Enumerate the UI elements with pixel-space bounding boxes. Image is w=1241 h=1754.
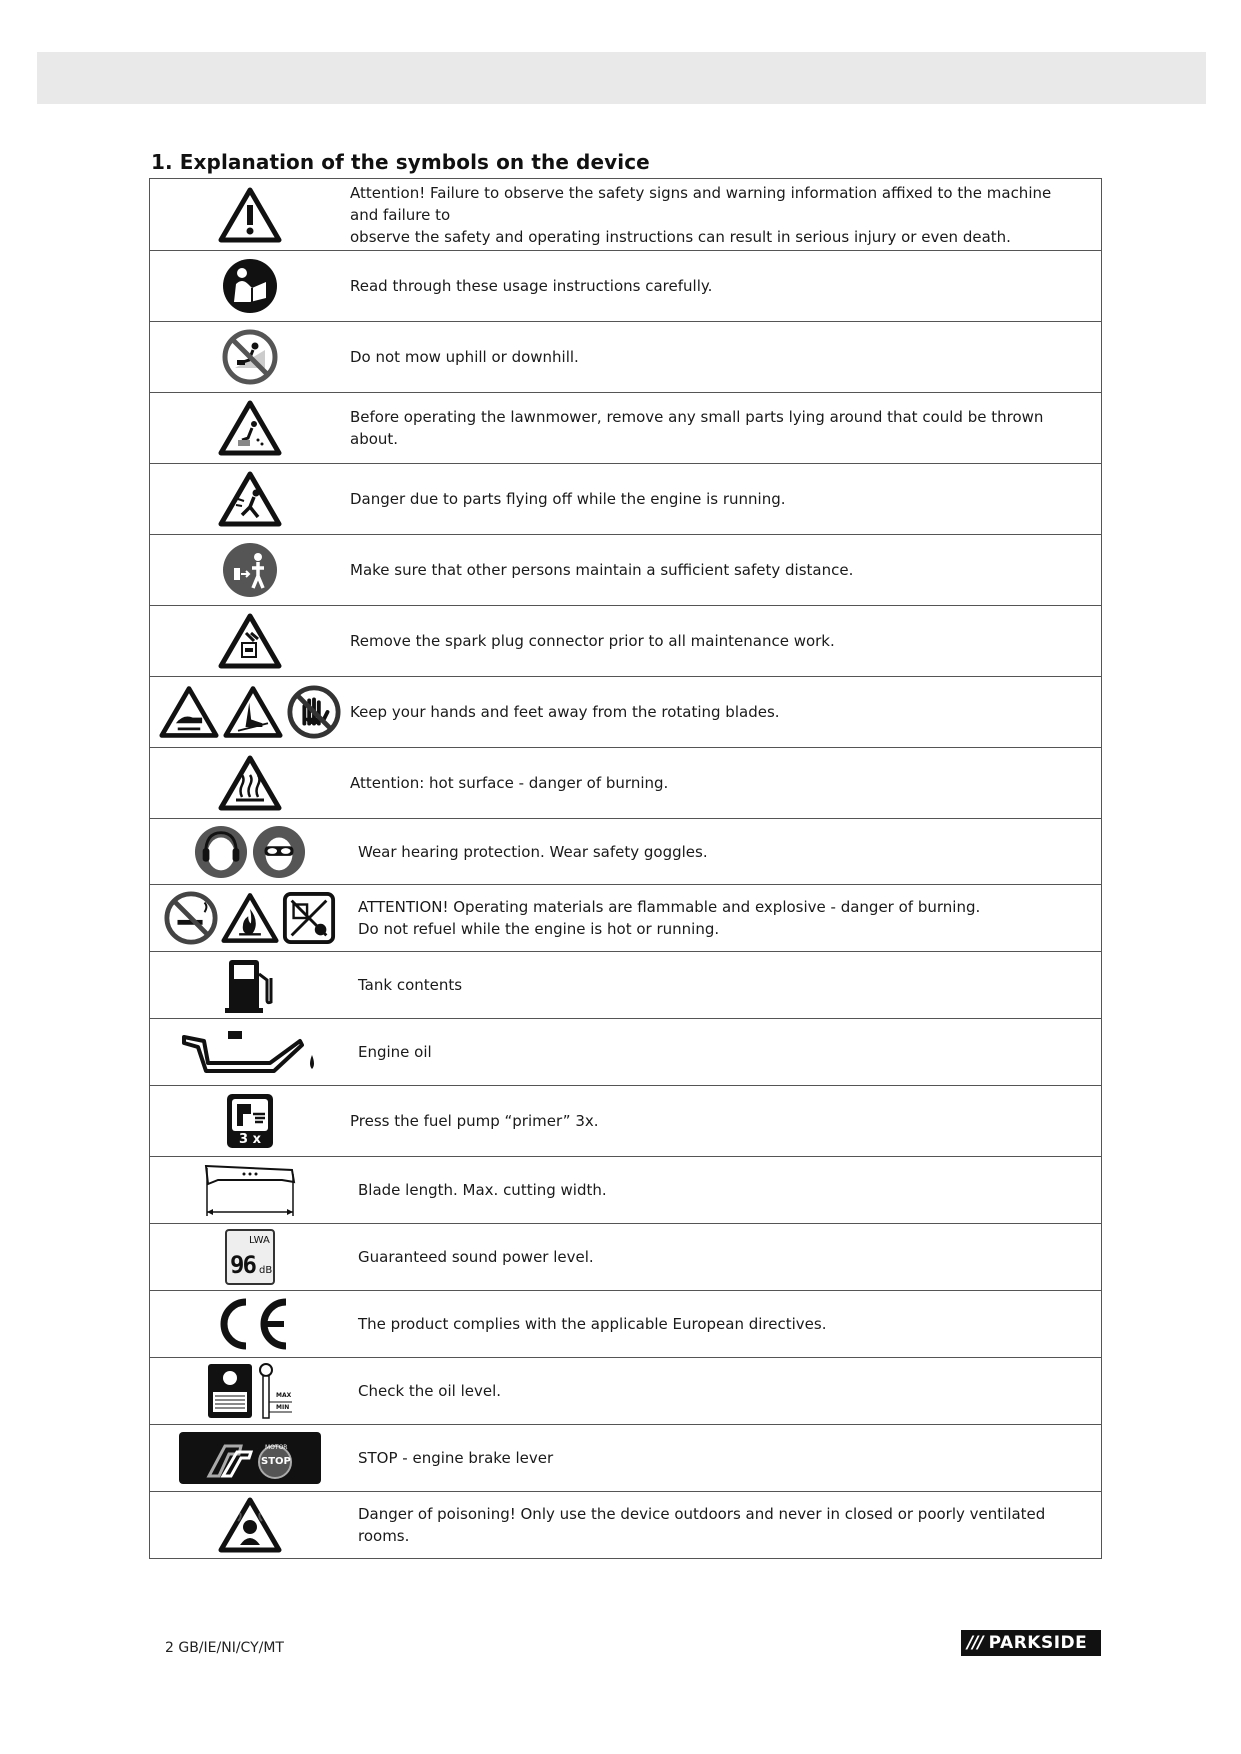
description-line: ATTENTION! Operating materials are flammable and explosive - danger of burning. [358, 898, 981, 916]
description-line: Danger of poisoning! Only use the device outdoors and never in closed or poorly ventilated rooms. [358, 1505, 1046, 1545]
row-description [350, 974, 482, 996]
icon-cell [150, 393, 350, 463]
description-line: Danger due to parts flying off while the engine is running. [350, 490, 786, 508]
icon-cell [150, 819, 350, 884]
oil-level-check-icon [206, 1362, 254, 1420]
description-line: Do not refuel while the engine is hot or running. [358, 920, 720, 938]
row-description [350, 772, 688, 794]
table-row [150, 179, 1101, 251]
icon-cell [150, 677, 350, 747]
icon-cell [150, 464, 350, 534]
row-description [350, 275, 732, 297]
row-description [350, 1380, 521, 1402]
spark-plug-warning-icon [218, 613, 282, 669]
icon-cell [150, 251, 350, 321]
row-description [350, 182, 1101, 248]
row-description [350, 1313, 846, 1335]
table-row [150, 1291, 1101, 1358]
logo-mark: /// [967, 1633, 983, 1653]
table-row [150, 885, 1101, 952]
description-line: Engine oil [358, 1043, 432, 1061]
icon-cell [150, 748, 350, 818]
table-row [150, 322, 1101, 393]
no-smoking-icon [164, 891, 218, 945]
table-row [150, 393, 1101, 464]
description-line: The product complies with the applicable European directives. [358, 1315, 827, 1333]
row-description [350, 1246, 614, 1268]
description-line: Tank contents [358, 976, 463, 994]
header-band [37, 52, 1206, 104]
icon-cell [150, 322, 350, 392]
icon-cell [150, 952, 350, 1018]
row-description [350, 1041, 452, 1063]
icon-cell [150, 1492, 350, 1558]
primer-button-icon [225, 1092, 275, 1150]
table-row [150, 1425, 1101, 1492]
primer-count-label: 3 x [239, 1132, 261, 1147]
description-line: Read through these usage instructions carefully. [350, 277, 713, 295]
icon-cell [150, 1086, 350, 1156]
table-row [150, 1224, 1101, 1291]
description-line: Press the fuel pump “primer” 3x. [350, 1112, 599, 1130]
no-hands-icon [287, 685, 341, 739]
description-line: Guaranteed sound power level. [358, 1248, 594, 1266]
row-description [350, 1503, 1101, 1547]
row-description [350, 1447, 573, 1469]
blade-length-icon [202, 1160, 298, 1220]
description-line: Check the oil level. [358, 1382, 502, 1400]
row-description [350, 1179, 627, 1201]
fuel-pump-icon [223, 956, 277, 1014]
description-line: STOP - engine brake lever [358, 1449, 554, 1467]
hearing-protection-icon [194, 825, 248, 879]
read-manual-icon [222, 258, 278, 314]
row-description [350, 630, 855, 652]
icon-cell [150, 1224, 350, 1290]
engine-brake-lever-icon [179, 1432, 321, 1484]
poisoning-warning-icon [218, 1497, 282, 1553]
table-row [150, 1358, 1101, 1425]
icon-cell [150, 1291, 350, 1357]
table-row [150, 464, 1101, 535]
oil-can-icon [182, 1027, 318, 1077]
safety-distance-icon [222, 542, 278, 598]
parkside-logo [961, 1630, 1101, 1656]
description-line: Do not mow uphill or downhill. [350, 348, 579, 366]
sound-value: 96 [230, 1251, 255, 1279]
row-description [350, 896, 1000, 940]
dipstick-icon [258, 1362, 294, 1420]
table-row [150, 748, 1101, 819]
description-line: Keep your hands and feet away from the rotating blades. [350, 703, 780, 721]
table-row [150, 1019, 1101, 1086]
no-slope-mowing-icon [221, 328, 279, 386]
row-description [350, 701, 800, 723]
row-description [350, 559, 873, 581]
table-row [150, 535, 1101, 606]
row-description [350, 841, 728, 863]
safety-goggles-icon [252, 825, 306, 879]
sound-power-icon [225, 1229, 275, 1285]
table-row [150, 1157, 1101, 1224]
table-row [150, 952, 1101, 1019]
table-row [150, 606, 1101, 677]
sound-unit: dB [259, 1265, 273, 1276]
row-description [350, 346, 599, 368]
table-row [150, 1492, 1101, 1559]
icon-cell [150, 179, 350, 250]
motor-label: MOTOR [265, 1444, 288, 1451]
icon-cell [150, 1019, 350, 1085]
no-refuel-icon [282, 891, 336, 945]
ce-mark-icon [208, 1296, 292, 1352]
table-row [150, 1086, 1101, 1157]
description-line: Remove the spark plug connector prior to all maintenance work. [350, 632, 835, 650]
logo-text: PARKSIDE [988, 1633, 1088, 1653]
hot-surface-warning-icon [218, 755, 282, 811]
description-line: Make sure that other persons maintain a sufficient safety distance. [350, 561, 854, 579]
section-title: 1. Explanation of the symbols on the device [151, 150, 650, 174]
description-line: Before operating the lawnmower, remove any small parts lying around that could be thrown about. [350, 408, 1044, 448]
oil-max-label: MAX [276, 1392, 292, 1399]
description-line: Blade length. Max. cutting width. [358, 1181, 607, 1199]
table-row [150, 677, 1101, 748]
table-row [150, 819, 1101, 885]
icon-cell [150, 1358, 350, 1424]
description-line: Wear hearing protection. Wear safety goggles. [358, 842, 708, 861]
row-description [350, 406, 1101, 450]
icon-cell [150, 606, 350, 676]
page-footer: 2 GB/IE/NI/CY/MT [165, 1640, 284, 1656]
description-line: observe the safety and operating instructions can result in serious injury or even death. [350, 227, 1011, 246]
symbol-table [149, 178, 1102, 1559]
stop-label: STOP [261, 1456, 291, 1467]
description-line: Attention: hot surface - danger of burning. [350, 774, 669, 792]
row-description [350, 488, 806, 510]
row-description [350, 1110, 619, 1132]
warning-exclamation-icon [218, 187, 282, 243]
thrown-objects-warning-icon [218, 400, 282, 456]
icon-cell [150, 1425, 350, 1491]
foot-blade-warning-icon [223, 685, 283, 739]
oil-min-label: MIN [276, 1404, 290, 1411]
icon-cell [150, 885, 350, 951]
flammable-warning-icon [221, 891, 279, 945]
description-line: Attention! Failure to observe the safety signs and warning information affixed to the machine and failure to [350, 183, 1052, 224]
hand-blade-warning-icon [159, 685, 219, 739]
sound-label: LWA [249, 1235, 270, 1246]
icon-cell [150, 535, 350, 605]
icon-cell [150, 1157, 350, 1223]
flying-parts-warning-icon [218, 471, 282, 527]
table-row [150, 251, 1101, 322]
